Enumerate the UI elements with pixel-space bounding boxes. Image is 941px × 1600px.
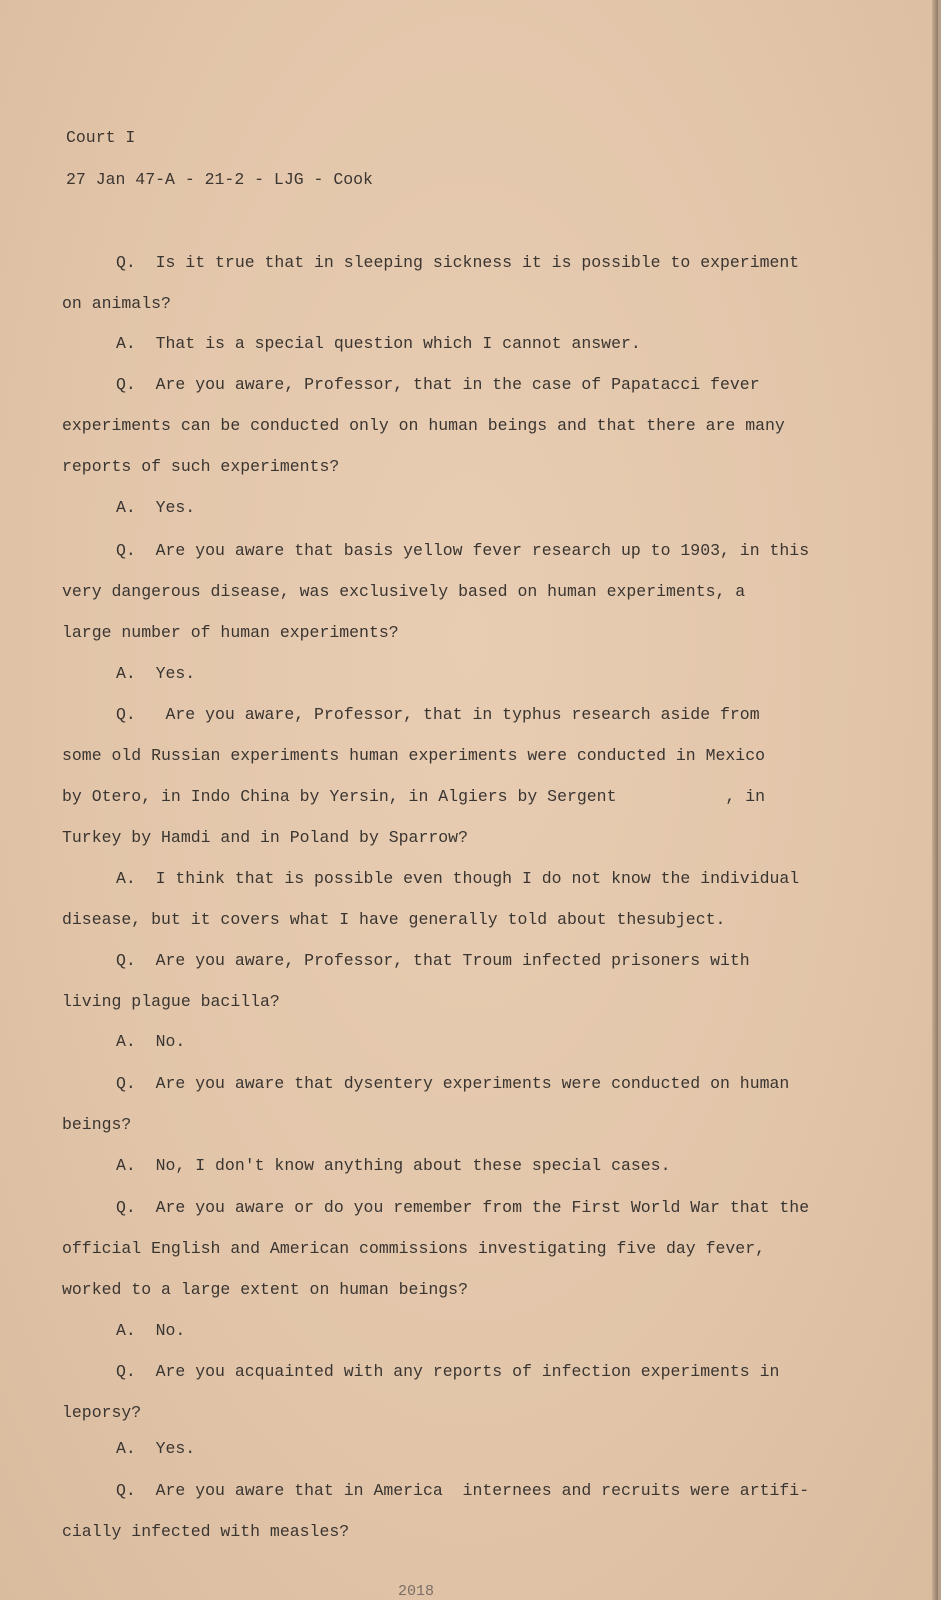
question-5 (62, 940, 842, 1022)
question-2 (62, 364, 842, 487)
answer-5 (62, 1021, 842, 1062)
text-line: Q. Are you aware, Professor, that in the case of Papatacci fever (116, 375, 760, 394)
text-line: living plague bacilla? (62, 992, 280, 1011)
answer-6 (62, 1145, 842, 1186)
answer-3 (62, 653, 842, 694)
text-line: some old Russian experiments human experiments were conducted in Mexico (62, 746, 766, 765)
text-line: A. I think that is possible even though I do not know the individual (116, 869, 800, 888)
page-number: 2018 (398, 1583, 435, 1600)
question-4 (62, 694, 842, 858)
text-line: A. No, I don't know anything about these special cases. (116, 1156, 671, 1175)
text-line: Q. Are you aware or do you remember from the First World War that the (116, 1198, 810, 1217)
text-line: by Otero, in Indo China by Yersin, in Algiers by Sergent , in (62, 787, 766, 806)
text-line: Q. Are you aware, Professor, that in typhus research aside from (116, 705, 760, 724)
text-line: very dangerous disease, was exclusively based on human experiments, a (62, 582, 746, 601)
text-line: A. Yes. (116, 664, 196, 683)
answer-2 (62, 487, 842, 528)
text-line: A. No. (116, 1321, 186, 1340)
text-line: Q. Are you aware that basis yellow fever research up to 1903, in this (116, 541, 810, 560)
text-line: Q. Are you aware that in America internees and recruits were artifi- (116, 1481, 810, 1500)
page-edge-shadow (932, 0, 938, 1600)
text-line: A. Yes. (116, 1439, 196, 1458)
question-7 (62, 1187, 842, 1310)
transcript-reference: 27 Jan 47-A - 21-2 - LJG - Cook (66, 170, 373, 189)
text-line: Turkey by Hamdi and in Poland by Sparrow? (62, 828, 468, 847)
court-label: Court I (66, 128, 136, 147)
text-line: Q. Are you aware, Professor, that Troum infected prisoners with (116, 951, 750, 970)
answer-8 (62, 1428, 842, 1469)
text-line: disease, but it covers what I have generally told about thesubject. (62, 910, 726, 929)
text-line: leporsy? (62, 1403, 142, 1422)
text-line: experiments can be conducted only on human beings and that there are many (62, 416, 785, 435)
text-line: A. That is a special question which I cannot answer. (116, 334, 641, 353)
text-line: official English and American commissions investigating five day fever, (62, 1239, 766, 1258)
answer-1 (62, 323, 842, 364)
text-line: on animals? (62, 294, 171, 313)
question-3 (62, 530, 842, 653)
text-line: cially infected with measles? (62, 1522, 350, 1541)
text-line: large number of human experiments? (62, 623, 399, 642)
text-line: Q. Are you aware that dysentery experiments were conducted on human (116, 1074, 790, 1093)
answer-7 (62, 1310, 842, 1351)
question-9 (62, 1470, 842, 1552)
text-line: beings? (62, 1115, 132, 1134)
text-line: Q. Are you acquainted with any reports of infection experiments in (116, 1362, 780, 1381)
answer-4 (62, 858, 842, 940)
question-6 (62, 1063, 842, 1145)
question-8 (62, 1351, 842, 1433)
text-line: reports of such experiments? (62, 457, 340, 476)
question-1 (62, 242, 842, 324)
text-line: worked to a large extent on human beings? (62, 1280, 468, 1299)
text-line: Q. Is it true that in sleeping sickness it is possible to experiment (116, 253, 800, 272)
text-line: A. No. (116, 1032, 186, 1051)
text-line: A. Yes. (116, 498, 196, 517)
